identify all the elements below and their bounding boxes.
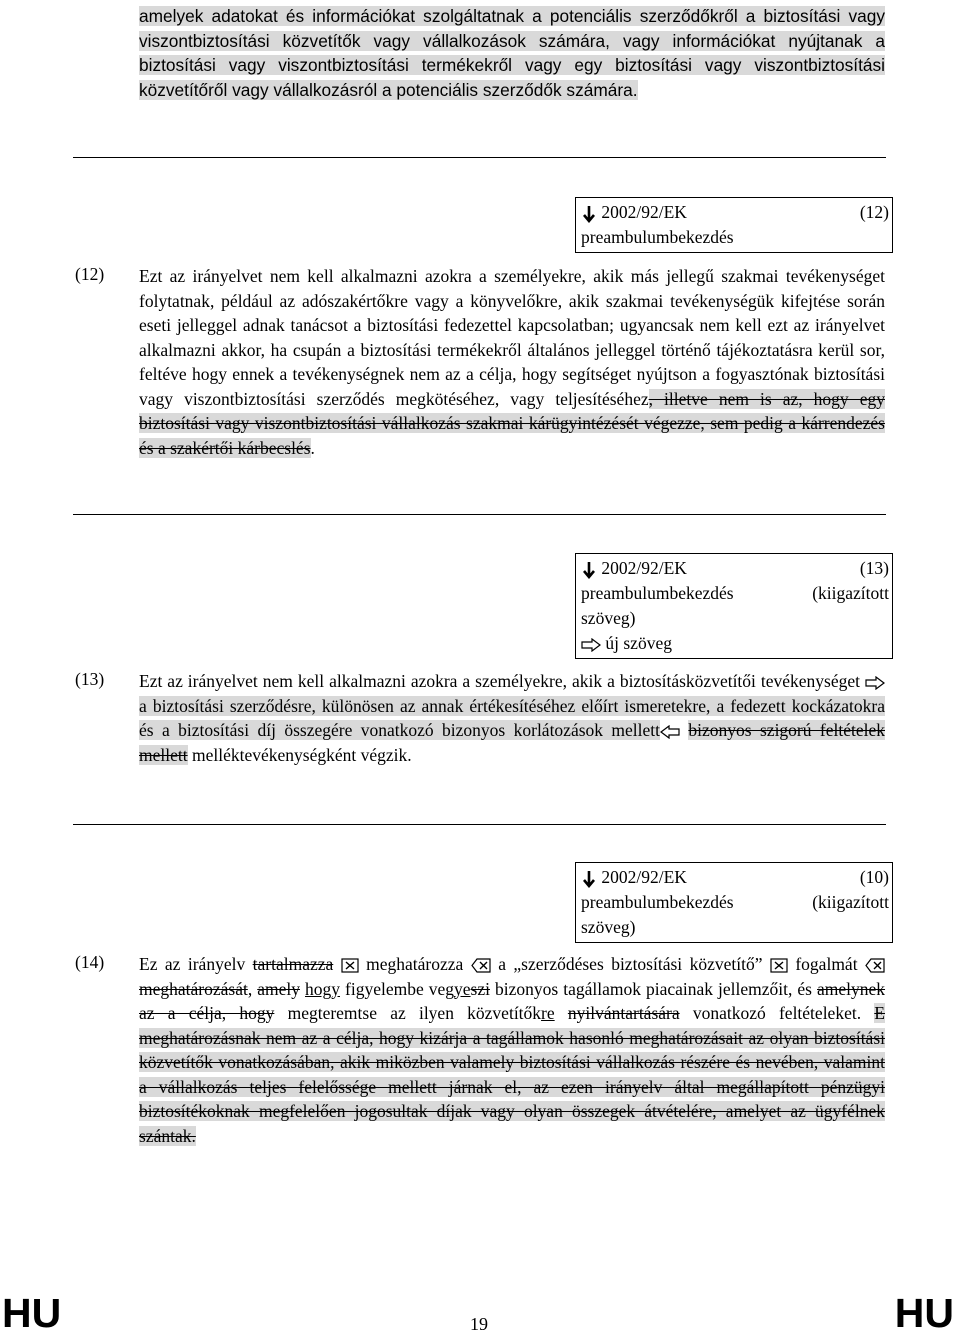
arrow-down-icon	[581, 870, 597, 888]
reference-box-10: 2002/92/EK (10) preambulumbekezdés (kiigazított szöveg)	[575, 862, 893, 943]
replace-box-icon	[341, 958, 359, 973]
top-paragraph: amelyek adatokat és információkat szolgáltatnak a potenciális szerződőkről a biztosítási vagy viszontbiztosítási közvetítők vagy vállalkozások számára, vagy információkat nyújtanak a biztosítási vagy viszontbiztosítási termékekről vagy egy biztosítási vagy viszontbiztosítási közvetítőről vagy vállalkozásról a potenciális szerződők számára.	[139, 6, 885, 100]
paragraph-number: (12)	[75, 264, 105, 284]
footer-language-code-right: HU	[894, 1290, 954, 1336]
reference-box-12: 2002/92/EK (12) preambulumbekezdés	[575, 197, 893, 253]
replace-box-icon	[770, 958, 788, 973]
separator-rule	[73, 514, 886, 515]
arrow-down-icon	[581, 205, 597, 223]
paragraph-12: Ezt az irányelvet nem kell alkalmazni azokra a személyekre, akik más jellegű szakmai tevékenységet folytatnak, például az adószakértőkre vagy a könyvelőkre, akik szakmai tevékenységük kifejtése során eseti jelleggel adnak tanácsot a biztosítási fedezettel kapcsolatban; ugyancsak nem kell ezt az irányelvet alkalmazni akkor, ha csupán a biztosítási termékekről általános jelleggel történő tájékoztatásra kerül sor, feltéve hogy ennek a tevékenységnek nem az a célja, hogy segítséget nyújtson a fogyasztónak biztosítási vagy viszontbiztosítási szerződés megkötéséhez, vagy teljesítéséhez, illetve nem is az, hogy egy biztosítási vagy viszontbiztosítási vállalkozás szakmai kárügyintézését végezze, sem pedig a kárrendezés és a szakértői kárbecslés.	[139, 266, 885, 458]
footer-language-code-left: HU	[2, 1290, 62, 1336]
separator-rule	[73, 157, 886, 158]
replace-delete-icon	[471, 958, 491, 973]
insert-end-arrow-icon	[660, 725, 680, 739]
arrow-down-icon	[581, 561, 597, 579]
insert-arrow-icon	[865, 676, 885, 690]
insert-arrow-icon	[581, 638, 601, 652]
reference-box-13: 2002/92/EK (13) preambulumbekezdés (kiigazított szöveg) új szöveg	[575, 553, 893, 659]
separator-rule	[73, 824, 886, 825]
replace-delete-icon	[865, 958, 885, 973]
paragraph-number: (13)	[75, 669, 105, 689]
paragraph-14: Ez az irányelv tartalmazza meghatározza a „szerződéses biztosítási közvetítő” fogalmát meghatározását, amely hogy figyelembe vegyeszi bizonyos tagállamok piacainak jellemzőit, és amelynek az a célja, hogy megteremtse az ilyen közvetítőkre nyilvántartására vonatkozó feltételeket. E meghatározásnak nem az a célja, hogy kizárja a tagállamok hasonló meghatározásait az olyan biztosítási közvetítők vonatkozásában, akik miközben valamely biztosítási vállalkozás részére és nevében, valamint a vállalkozás teljes felelőssége mellett járnak el, az ezen irányelv által megállapított pénzügyi biztosítékoknak megfelelően jogosultak díjak vagy olyan összegek átvételére, amelyet az ügyfélnek szántak.	[139, 954, 886, 1146]
paragraph-13: Ezt az irányelvet nem kell alkalmazni azokra a személyekre, akik a biztosításközvetítői tevékenységet a biztosítási szerződésre, különösen az annak értékesítéséhez előírt ismeretekre, a fedezett kockázatokra és a biztosítási díj összegére vonatkozó bizonyos korlátozások mellett bizonyos szigorú feltételek mellett melléktevékenységként végzik.	[139, 671, 885, 765]
page-number: 19	[470, 1314, 488, 1334]
paragraph-number: (14)	[75, 952, 105, 972]
